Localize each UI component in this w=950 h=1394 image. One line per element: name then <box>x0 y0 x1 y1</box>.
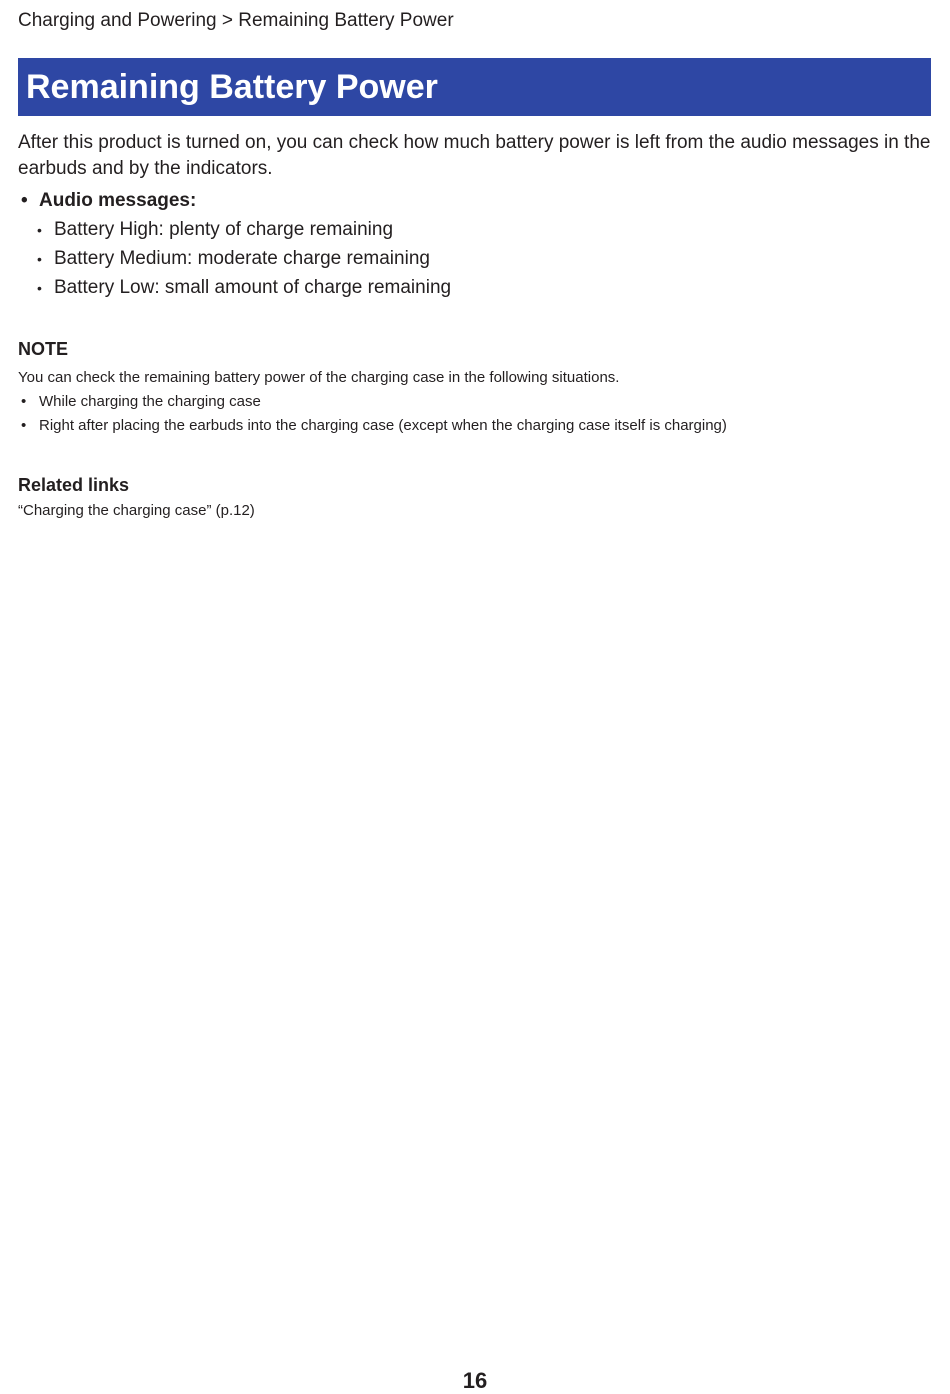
page-number: 16 <box>462 1368 488 1393</box>
intro-paragraph: After this product is turned on, you can check how much battery power is left from the audio messages in the earbuds and by the indicators. <box>18 132 931 179</box>
bullet-icon: • <box>21 393 27 410</box>
related-link-charging-case[interactable]: “Charging the charging case” (p.12) <box>18 502 255 519</box>
bullet-icon: • <box>37 280 42 296</box>
audio-message-item <box>37 218 393 242</box>
bullet-icon: • <box>21 190 28 211</box>
title-banner <box>18 58 931 116</box>
audio-message-item <box>37 276 451 300</box>
audio-message-text: Battery Low: small amount of charge remaining <box>54 277 452 298</box>
bullet-icon: • <box>21 417 27 434</box>
audio-messages-item <box>18 189 196 213</box>
breadcrumb: Charging and Powering > Remaining Battery Power <box>18 10 454 31</box>
audio-message-text: Battery High: plenty of charge remaining <box>54 219 394 240</box>
bullet-icon: • <box>37 222 42 238</box>
page-title: Remaining Battery Power <box>26 68 438 106</box>
bullet-icon: • <box>37 251 42 267</box>
note-heading: NOTE <box>18 339 69 359</box>
related-links-heading: Related links <box>18 475 130 495</box>
note-list-item <box>18 416 727 436</box>
note-item-text: While charging the charging case <box>39 393 261 410</box>
audio-message-text: Battery Medium: moderate charge remaining <box>54 248 430 269</box>
note-item-text: Right after placing the earbuds into the charging case (except when the charging case itself is charging) <box>39 417 727 434</box>
note-list-item <box>18 392 261 412</box>
audio-messages-label: Audio messages: <box>39 190 197 211</box>
audio-message-item <box>37 247 430 271</box>
note-text: You can check the remaining battery power of the charging case in the following situations. <box>18 369 620 386</box>
